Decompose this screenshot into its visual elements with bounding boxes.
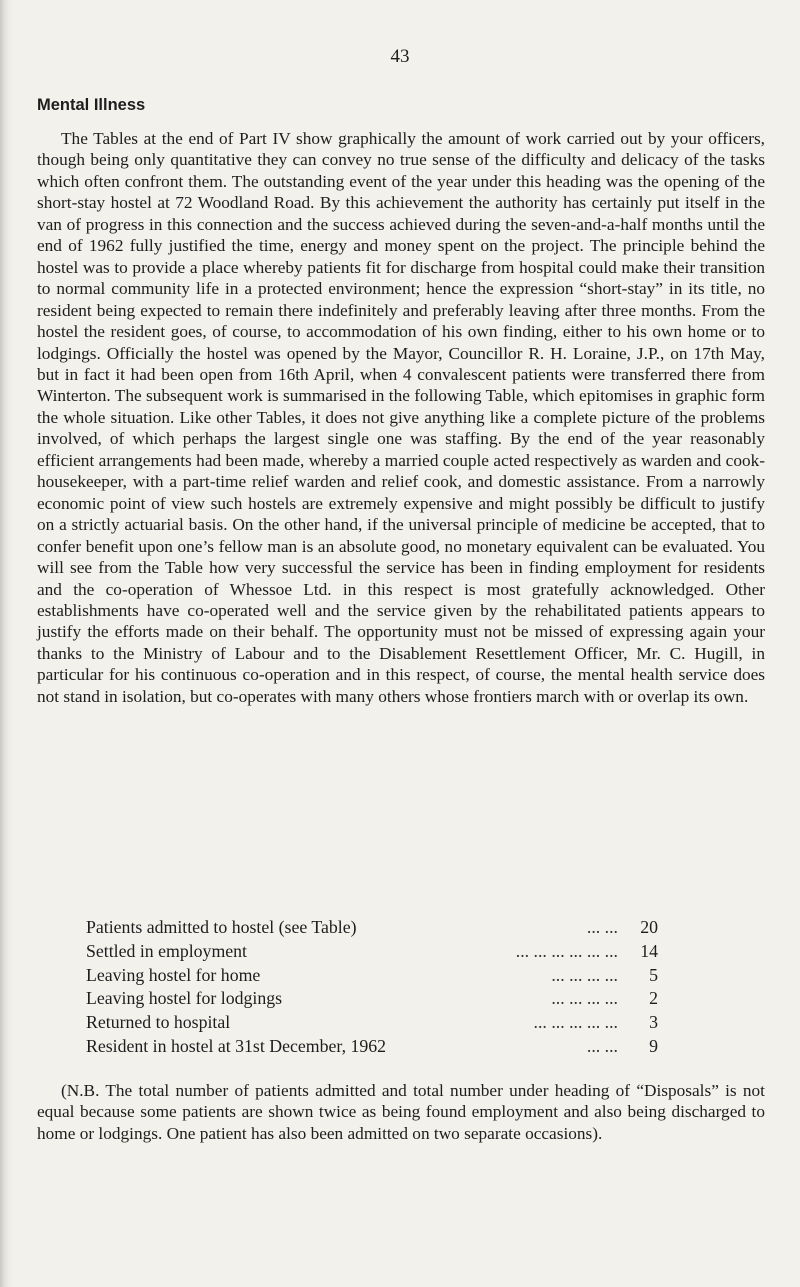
page-edge-shadow: [0, 0, 14, 1287]
leader-dots: ... ...: [586, 917, 618, 937]
body-paragraph: The Tables at the end of Part IV show graphically the amount of work carried out by your officers, though being only quantitative they can convey no true sense of the difficulty and delicacy of the tasks which often confront them. The outstanding event of the year under this heading was the opening of the short-stay hostel at 72 Woodland Road. By this achievement the authority has certainly put itself in the van of progress in this connection and the success achieved during the seven-and-a-half months until the end of 1962 fully justified the time, energy and money spent on the project. The principle behind the hostel was to provide a place whereby patients fit for discharge from hospital could make their transition to normal community life in a protected environment; hence the expression “short-stay” in its title, no resident being expected to remain there indefinitely and preferably leaving after three months. From the hostel the resident goes, of course, to accommodation of his own finding, either to his own home or to lodgings. Officially the hostel was opened by the Mayor, Councillor R. H. Loraine, J.P., on 17th May, but in fact it had been open from 16th April, when 4 convalescent patients were transferred there from Winterton. The subsequent work is summarised in the following Table, which epitomises in graphic form the whole situation. Like other Tables, it does not give anything like a complete picture of the problems involved, of which perhaps the largest single one was staffing. By the end of the year reasonably efficient arrangements had been made, whereby a married couple acted respectively as warden and cook-housekeeper, with a part-time relief warden and relief cook, and domestic assistance. From a narrowly economic point of view such hostels are extremely expensive and might possibly be difficult to justify on a strictly actuarial basis. On the other hand, if the universal principle of medicine be accepted, that to confer benefit upon one’s fellow man is an absolute good, no monetary equivalent can be evaluated. You will see from the Table how very successful the service has been in finding employment for residents and the co-operation of Whessoe Ltd. in this respect is most gratefully acknowledged. Other establishments have co-operated well and the service given by the rehabilitated patients appears to justify the efforts made on their behalf. The opportunity must not be missed of expressing again your thanks to the Ministry of Labour and to the Disablement Resettlement Officer, Mr. C. Hugill, in particular for his continuous co-operation and in this respect, of course, the mental health service does not stand in isolation, but co-operates with many others whose frontiers march with or overlap its own.: [37, 129, 765, 706]
summary-row-hospital: [86, 1012, 658, 1036]
summary-value: 14: [640, 940, 658, 961]
summary-value: 9: [649, 1035, 658, 1056]
summary-value: 3: [649, 1012, 658, 1033]
section-heading: Mental Illness: [37, 96, 146, 114]
summary-row-admitted: [86, 917, 658, 941]
leader-dots: ... ... ... ... ...: [533, 1012, 618, 1033]
leader-dots: ... ... ... ... ... ...: [515, 940, 618, 961]
summary-label: Returned to hospital: [86, 1012, 231, 1033]
leader-dots: ... ...: [586, 1035, 618, 1056]
summary-label: Resident in hostel at 31st December, 1962: [86, 1035, 387, 1056]
summary-row-home: [86, 965, 658, 989]
summary-row-employment: [86, 941, 658, 965]
leader-dots: ... ... ... ...: [551, 964, 618, 985]
summary-label: Settled in employment: [86, 940, 247, 961]
page-number: 43: [390, 46, 410, 67]
summary-row-lodgings: [86, 988, 658, 1012]
summary-row-resident: [86, 1036, 658, 1060]
summary-value: 2: [649, 988, 658, 1009]
summary-label: Leaving hostel for home: [86, 964, 261, 985]
summary-value: 5: [649, 964, 658, 985]
summary-label: Leaving hostel for lodgings: [86, 988, 283, 1009]
leader-dots: ... ... ... ...: [551, 988, 618, 1009]
hostel-summary-table: [86, 917, 658, 1060]
summary-label: Patients admitted to hostel (see Table): [86, 917, 357, 937]
summary-value: 20: [640, 917, 658, 937]
footnote-paragraph: (N.B. The total number of patients admitted and total number under heading of “Disposals” is not equal because some patients are shown twice as being found employment and also being discharged to home or lodgings. One patient has also been admitted on two separate occasions).: [37, 1081, 765, 1143]
